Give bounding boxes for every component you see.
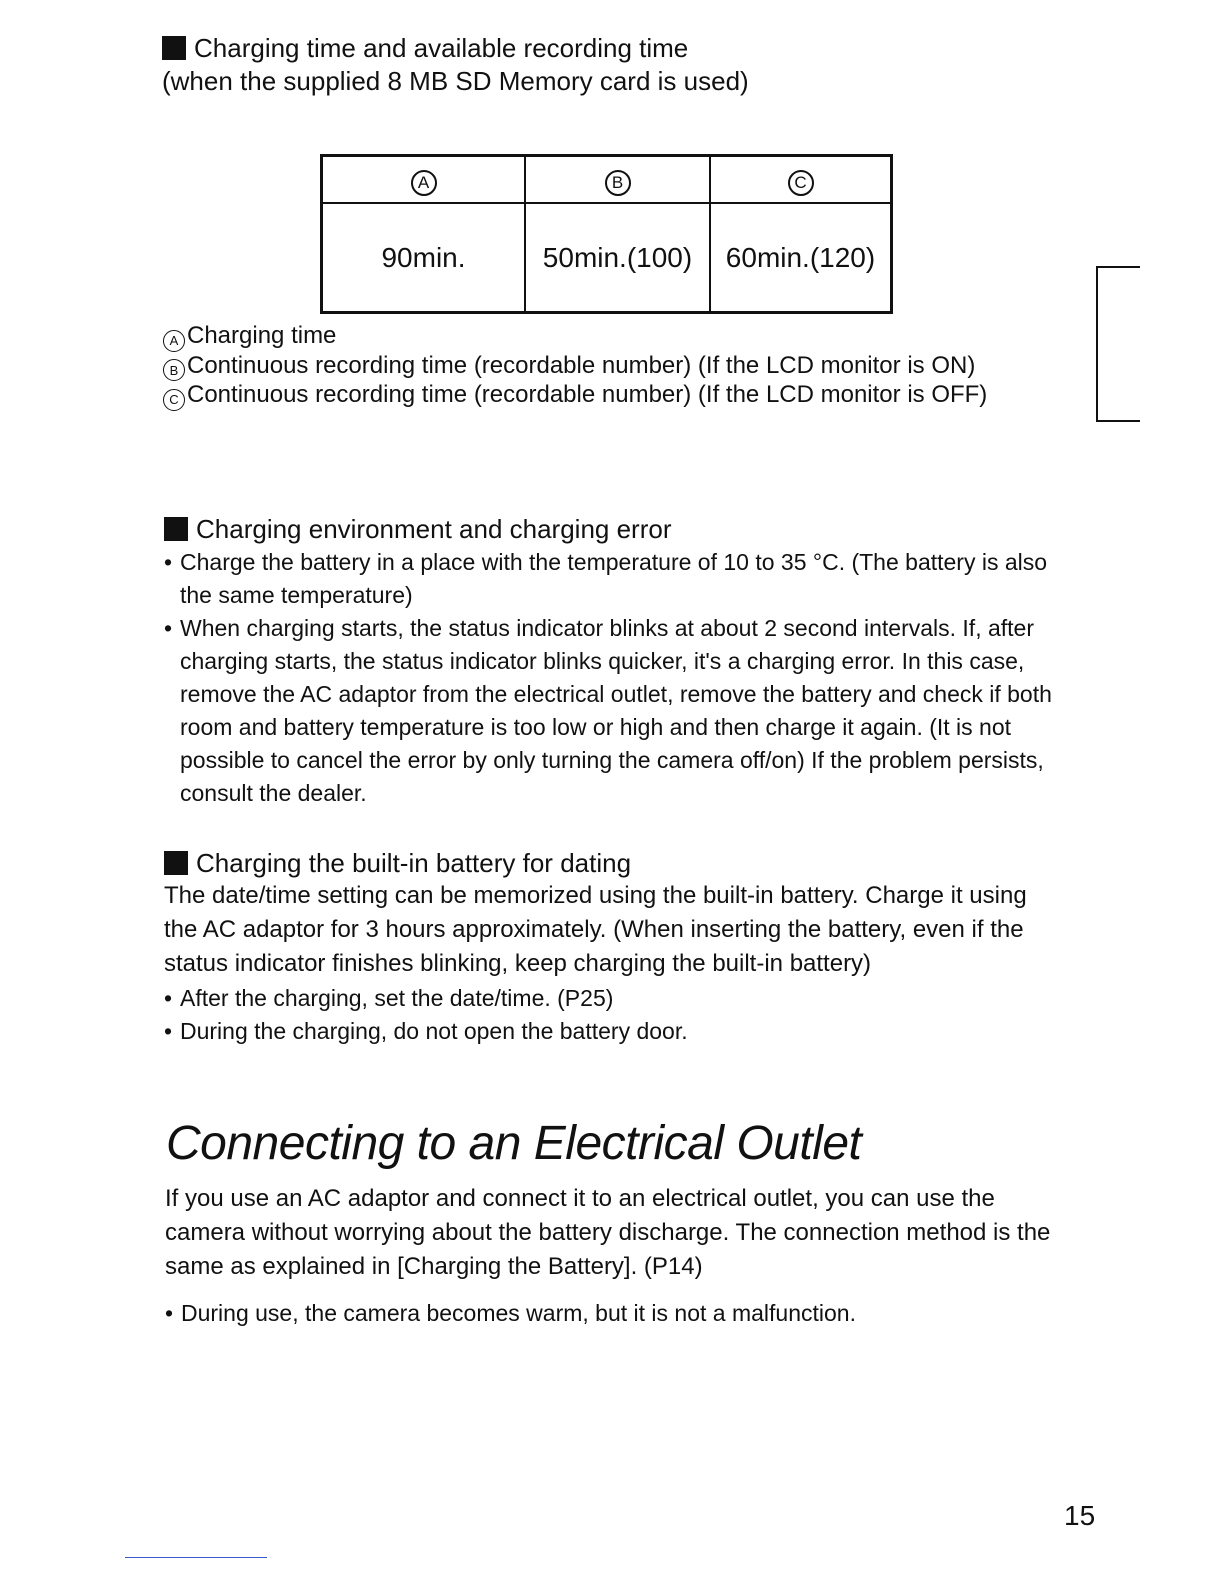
built-in-battery-list bbox=[164, 982, 1059, 1048]
chapter-tab-bracket bbox=[1096, 266, 1140, 422]
recording-time-table bbox=[320, 154, 893, 314]
electrical-outlet-text: If you use an AC adaptor and connect it to an electrical outlet, you can use the camera without worrying about the battery discharge. The connection method is the same as explained in [Charging the Battery]. (P14) bbox=[165, 1185, 1051, 1280]
table-header-cell: A bbox=[322, 156, 526, 204]
square-bullet-icon bbox=[164, 517, 188, 541]
section-heading-charging-time: Charging time and available recording time bbox=[162, 32, 688, 64]
table-cell: 60min.(120) bbox=[710, 203, 892, 313]
table-cell: 90min. bbox=[322, 203, 526, 313]
list-item: • During the charging, do not open the battery door. bbox=[164, 1015, 1059, 1048]
built-in-battery-text: The date/time setting can be memorized using the built-in battery. Charge it using the AC adaptor for 3 hours approximately. (When inserting the battery, even if the status indicator finishes blinking, keep charging the built-in battery) bbox=[164, 882, 1027, 977]
table-row bbox=[322, 203, 892, 313]
list-item: • When charging starts, the status indicator blinks at about 2 second intervals. If, after charging starts, the status indicator blinks quicker, it's a charging error. In this case, remove the AC adaptor from the electrical outlet, remove the battery and check if both room and battery temperature is too low or high and then charge it again. (It is not possible to cancel the error by only turning the camera off/on) If the problem persists, consult the dealer. bbox=[164, 612, 1059, 810]
section-heading-charging-environment: Charging environment and charging error bbox=[164, 513, 672, 545]
charging-environment-list bbox=[164, 546, 1059, 810]
page-number: 15 bbox=[1064, 1500, 1096, 1531]
electrical-outlet-list bbox=[165, 1297, 1060, 1330]
table-header-row bbox=[322, 156, 892, 204]
legend bbox=[163, 322, 987, 411]
scan-divider-line bbox=[125, 1557, 267, 1558]
square-bullet-icon bbox=[164, 851, 188, 875]
table-header-cell: B bbox=[525, 156, 710, 204]
page-title: Connecting to an Electrical Outlet bbox=[166, 1117, 862, 1170]
list-item: • During use, the camera becomes warm, but it is not a malfunction. bbox=[165, 1297, 1060, 1330]
section-heading-built-in-battery: Charging the built-in battery for dating bbox=[164, 847, 631, 879]
legend-item: B Continuous recording time (recordable number) (If the LCD monitor is ON) bbox=[163, 352, 987, 382]
legend-item: C Continuous recording time (recordable number) (If the LCD monitor is OFF) bbox=[163, 381, 987, 411]
square-bullet-icon bbox=[162, 36, 186, 60]
list-item: • After the charging, set the date/time. (P25) bbox=[164, 982, 1059, 1015]
section-subheading: (when the supplied 8 MB SD Memory card is used) bbox=[162, 66, 749, 96]
table-cell: 50min.(100) bbox=[525, 203, 710, 313]
legend-item: A Charging time bbox=[163, 322, 987, 352]
table-header-cell: C bbox=[710, 156, 892, 204]
list-item: • Charge the battery in a place with the temperature of 10 to 35 °C. (The battery is also the same temperature) bbox=[164, 546, 1059, 612]
